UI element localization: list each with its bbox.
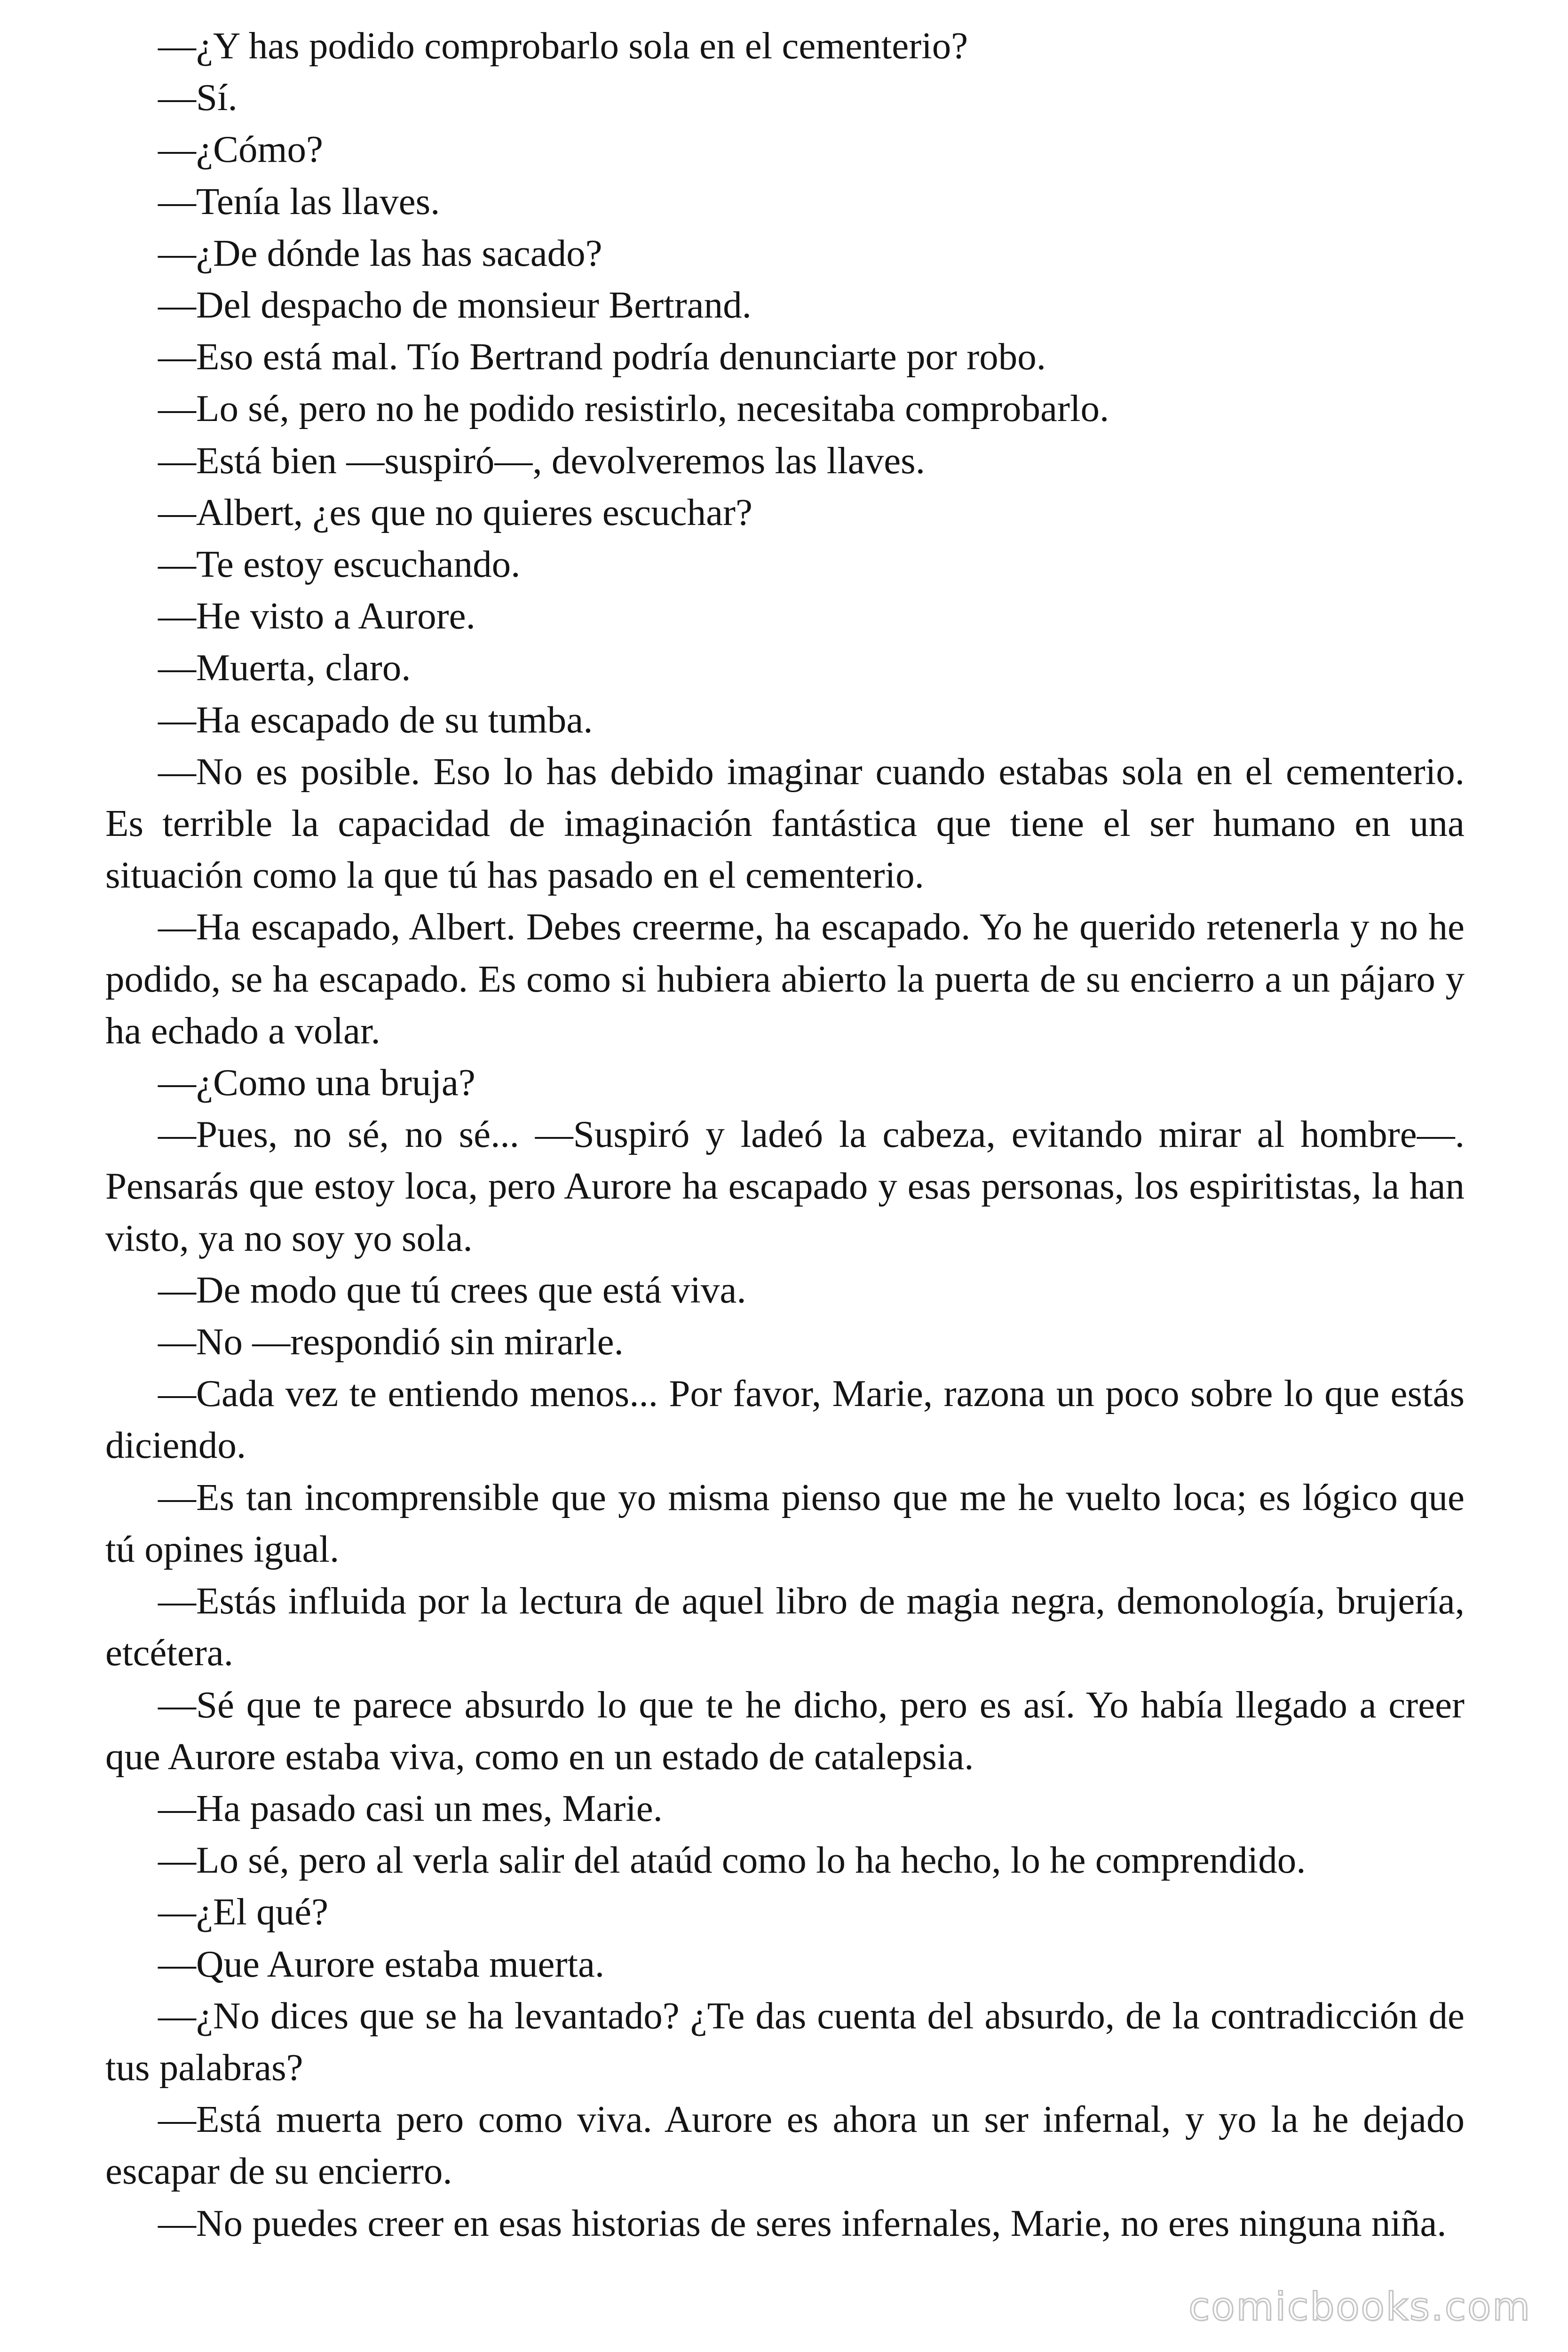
paragraph: —Que Aurore estaba muerta. xyxy=(158,1942,605,1985)
paragraph: —Lo sé, pero al verla salir del ataúd como lo ha hecho, lo he comprendido. xyxy=(158,1839,1306,1882)
paragraph: —No es posible. Eso lo has debido imaginar cuando estabas sola en el cementerio. Es terrible la capacidad de imaginación fantástica que tiene el ser humano en una situación como la que tú has pasado en el cementerio. xyxy=(105,750,1465,897)
paragraph: —Sí. xyxy=(158,76,238,119)
paragraph: —Del despacho de monsieur Bertrand. xyxy=(158,284,752,326)
paragraph: —Lo sé, pero no he podido resistirlo, necesitaba comprobarlo. xyxy=(158,387,1109,430)
watermark-logo: comicbooks.com xyxy=(1188,2285,1531,2329)
paragraph: —¿El qué? xyxy=(158,1891,329,1933)
page-text-body xyxy=(105,20,1465,2249)
paragraph: —Tenía las llaves. xyxy=(158,180,440,222)
paragraph: —He visto a Aurore. xyxy=(158,595,475,637)
paragraph: —Te estoy escuchando. xyxy=(158,543,521,586)
paragraph: —Está muerta pero como viva. Aurore es ahora un ser infernal, y yo la he dejado escapar de su encierro. xyxy=(105,2098,1465,2193)
paragraph: —Ha escapado de su tumba. xyxy=(158,698,593,741)
paragraph: —Sé que te parece absurdo lo que te he dicho, pero es así. Yo había llegado a creer que Aurore estaba viva, como en un estado de catalepsia. xyxy=(105,1683,1465,1778)
paragraph: —De modo que tú crees que está viva. xyxy=(158,1268,746,1311)
paragraph: —Está bien —suspiró—, devolveremos las llaves. xyxy=(158,439,925,482)
paragraph: —Albert, ¿es que no quieres escuchar? xyxy=(158,491,752,533)
paragraph: —Ha escapado, Albert. Debes creerme, ha escapado. Yo he querido retenerla y no he podido, se ha escapado. Es como si hubiera abierto la puerta de su encierro a un pájaro y ha echado a volar. xyxy=(105,906,1465,1052)
paragraph: —No —respondió sin mirarle. xyxy=(158,1320,624,1363)
paragraph: —¿Y has podido comprobarlo sola en el cementerio? xyxy=(158,24,968,67)
paragraph: —Eso está mal. Tío Bertrand podría denunciarte por robo. xyxy=(158,335,1046,378)
paragraph: —Cada vez te entiendo menos... Por favor, Marie, razona un poco sobre lo que estás diciendo. xyxy=(105,1372,1465,1467)
paragraph: —Es tan incomprensible que yo misma pienso que me he vuelto loca; es lógico que tú opines igual. xyxy=(105,1476,1465,1570)
paragraph: —No puedes creer en esas historias de seres infernales, Marie, no eres ninguna niña. xyxy=(158,2201,1447,2244)
paragraph: —Ha pasado casi un mes, Marie. xyxy=(158,1787,663,1829)
paragraph: —¿De dónde las has sacado? xyxy=(158,231,602,274)
paragraph: —¿Cómo? xyxy=(158,128,323,171)
paragraph: —Estás influida por la lectura de aquel libro de magia negra, demonología, brujería, etcétera. xyxy=(105,1580,1465,1674)
paragraph: —¿Como una bruja? xyxy=(158,1061,475,1104)
paragraph: —Muerta, claro. xyxy=(158,646,411,689)
paragraph: —Pues, no sé, no sé... —Suspiró y ladeó la cabeza, evitando mirar al hombre—. Pensarás que estoy loca, pero Aurore ha escapado y esas personas, los espiritistas, la han visto, ya no soy yo sola. xyxy=(105,1113,1465,1259)
paragraph: —¿No dices que se ha levantado? ¿Te das cuenta del absurdo, de la contradicción de tus palabras? xyxy=(105,1994,1465,2089)
